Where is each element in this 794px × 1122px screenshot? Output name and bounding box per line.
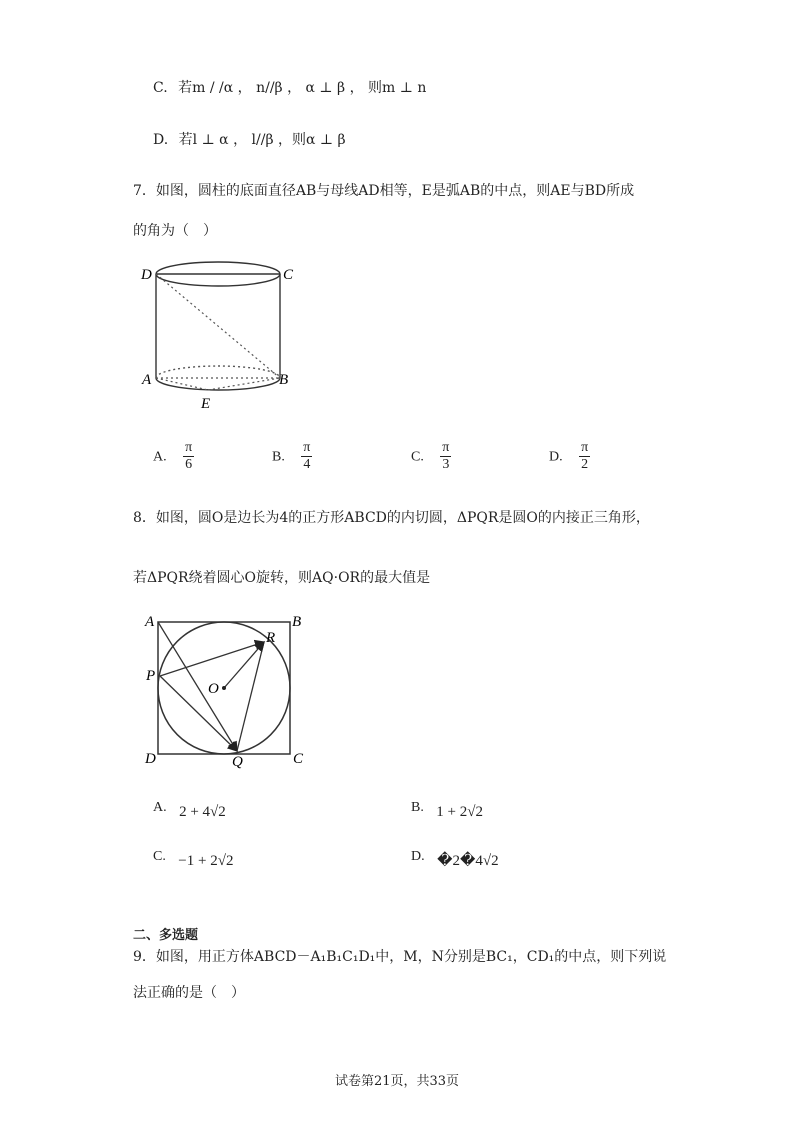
q8-option-b-text: 1 + 2√2 [436,804,483,820]
q8-option-c [153,846,233,867]
q7-option-c [411,440,451,473]
q7-option-c-label: C. [411,449,424,465]
q7-option-d-num: π [581,440,589,455]
section-title-multiple-choice: 二、多选题 [133,928,199,943]
q8-label-c: C [293,751,304,767]
q7-option-a-fraction [183,440,194,473]
q8-option-d-text: �2�4√2 [437,853,499,869]
q8-option-b [411,797,483,818]
q7-option-b-num: π [303,440,311,455]
q8-stem-line2: 若ΔPQR绕着圆心O旋转，则AQ·OR的最大值是 [133,570,431,586]
q7-label-b: B [279,372,289,388]
q7-stem-line1: 7．如图，圆柱的底面直径AB与母线AD相等，E是弧AB的中点，则AE与BD所成 [133,183,635,199]
q8-label-a: A [145,614,155,630]
q8-option-d-label: D. [411,849,425,864]
q7-option-d-label: D. [549,449,563,465]
q6-option-d-text: 若l ⊥ α ， l//β ，则α ⊥ β [178,132,346,148]
q8-square-circle-figure [140,608,310,773]
q7-option-b-fraction [301,440,312,473]
q9-stem-line2: 法正确的是（ ） [133,985,245,1001]
q7-option-b-label: B. [272,449,285,465]
q7-option-c-num: π [442,440,450,455]
q6-option-c-label: C. [153,80,168,96]
q8-stem-line1: 8．如图，圆O是边长为4的正方形ABCD的内切圆，ΔPQR是圆O的内接正三角形， [133,510,650,526]
q8-option-c-label: C. [153,849,166,864]
q8-label-b: B [292,614,302,630]
q7-label-c: C [283,267,294,283]
q7-option-a [153,440,194,473]
page-footer: 试卷第21页，共33页 [334,1074,460,1089]
q7-label-e: E [201,396,211,408]
q6-option-c [153,78,426,98]
q6-option-c-text: 若m / /α ， n//β ， α ⊥ β ， 则m ⊥ n [178,80,427,96]
q8-label-q: Q [232,754,243,770]
q8-label-r: R [266,630,276,646]
q7-option-b-den: 4 [303,457,311,472]
q7-cylinder-figure [140,258,300,408]
q7-option-a-label: A. [153,449,167,465]
q7-label-d: D [141,267,152,283]
q7-option-a-num: π [185,440,193,455]
q8-label-d: D [145,751,156,767]
q7-label-a: A [142,372,152,388]
q6-option-d [153,130,346,150]
q8-option-a-text: 2 + 4√2 [179,804,226,820]
q8-label-o: O [208,681,219,697]
q7-option-b [272,440,312,473]
q7-option-c-den: 3 [442,457,450,472]
q8-option-d [411,846,499,867]
q9-stem-line1: 9．如图，用正方体ABCD－A₁B₁C₁D₁中，M，N分别是BC₁，CD₁的中点，则下列说 [133,949,667,965]
q6-option-d-label: D. [153,132,169,148]
q7-option-d-den: 2 [581,457,589,472]
q7-option-a-den: 6 [185,457,193,472]
q8-option-a [153,797,226,818]
q7-option-d [549,440,590,473]
q7-stem-line2: 的角为（ ） [133,223,217,239]
q8-option-b-label: B. [411,800,424,815]
q7-option-c-fraction [440,440,451,473]
q7-option-d-fraction [579,440,590,473]
q8-option-a-label: A. [153,800,167,815]
q8-option-c-text: −1 + 2√2 [178,853,234,869]
q8-label-p: P [146,668,156,684]
